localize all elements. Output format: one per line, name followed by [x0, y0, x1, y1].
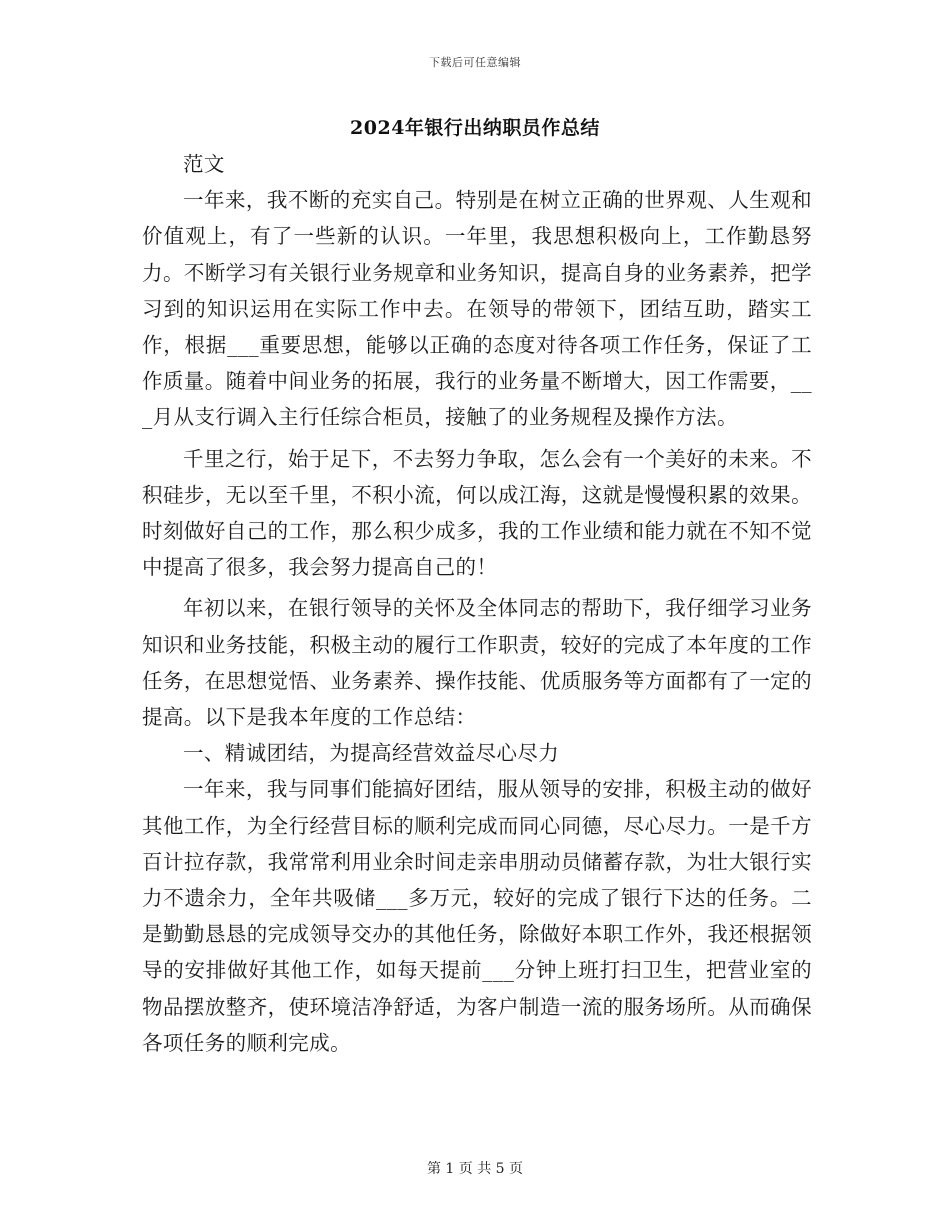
paragraph-year-overview: 年初以来，在银行领导的关怀及全体同志的帮助下，我仔细学习业务知识和业务技能，积极主动的履行工作职责，较好的完成了本年度的工作任务，在思想觉悟、业务素养、操作技能、优质服务等方面都有了一定的提高。以下是我本年度的工作总结： [142, 596, 812, 730]
paragraph-fanwen: 范文 [183, 152, 225, 176]
page-number: 第 1 页 共 5 页 [426, 1161, 524, 1177]
header-note: 下载后可任意编辑 [429, 56, 521, 69]
document-title: 2024年银行出纳职员作总结 [350, 117, 600, 139]
section-heading-unity: 一、精诚团结，为提高经营效益尽心尽力 [183, 741, 560, 766]
document-body [142, 146, 812, 1061]
paragraph-self-improvement: 一年来，我不断的充实自己。特别是在树立正确的世界观、人生观和价值观上，有了一些新的认识。一年里，我思想积极向上，工作勤恳努力。不断学习有关银行业务规章和业务知识，提高自身的业务素养，把学习到的知识运用在实际工作中去。在领导的带领下，团结互助，踏实工作，根据___重要思想，能够以正确的态度对待各项工作任务，保证了工作质量。随着中间业务的拓展，我行的业务量不断增大，因工作需要，___月从支行调入主行任综合柜员，接触了的业务规程及操作方法。 [142, 188, 812, 430]
paragraph-teamwork: 一年来，我与同事们能搞好团结，服从领导的安排，积极主动的做好其他工作，为全行经营目标的顺利完成而同心同德，尽心尽力。一是千方百计拉存款，我常常利用业余时间走亲串朋动员储蓄存款，为壮大银行实力不遗余力，全年共吸储___多万元，较好的完成了银行下达的任务。二是勤勤恳恳的完成领导交办的其他任务，除做好本职工作外，我还根据领导的安排做好其他工作，如每天提前___分钟上班打扫卫生，把营业室的物品摆放整齐，使环境洁净舒适，为客户制造一流的服务场所。从而确保各项任务的顺利完成。 [142, 777, 812, 1055]
paragraph-accumulation: 千里之行，始于足下，不去努力争取，怎么会有一个美好的未来。不积硅步，无以至千里，不积小流，何以成江海，这就是慢慢积累的效果。时刻做好自己的工作，那么积少成多，我的工作业绩和能力就在不知不觉中提高了很多，我会努力提高自己的！ [142, 446, 812, 580]
